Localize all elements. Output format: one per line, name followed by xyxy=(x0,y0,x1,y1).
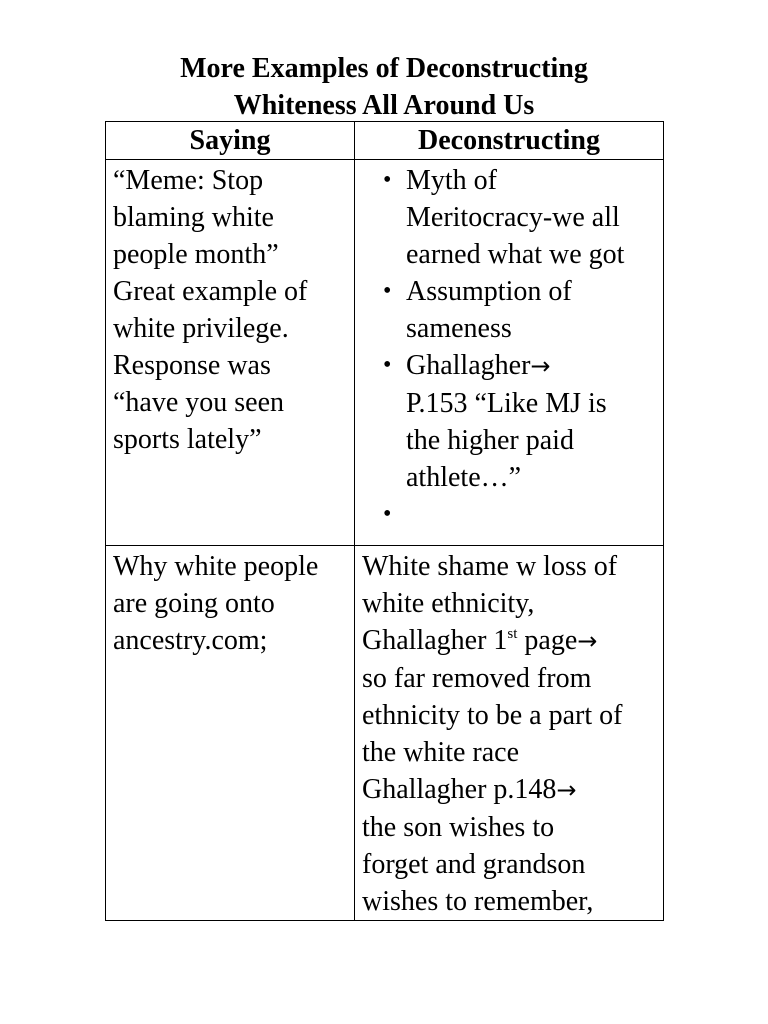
text-line: wishes to remember, xyxy=(362,886,594,917)
text-line: “have you seen xyxy=(113,387,285,418)
text-line: Myth of xyxy=(406,165,497,196)
text-fragment: Ghallagher p.148 xyxy=(362,774,557,805)
text-line xyxy=(406,496,663,533)
table-row xyxy=(106,546,664,921)
saying-cell xyxy=(106,160,355,546)
text-line: sports lately” xyxy=(113,424,262,455)
text-fragment: page xyxy=(517,625,578,656)
text-line: White shame w loss of xyxy=(362,551,618,582)
document-title xyxy=(0,50,768,124)
list-item xyxy=(355,347,663,496)
saying-cell xyxy=(106,546,355,921)
ordinal-suffix: st xyxy=(507,626,518,642)
bullet-icon: • xyxy=(383,278,392,304)
text-line: the higher paid xyxy=(406,425,574,456)
table-row xyxy=(106,160,664,546)
bullet-list xyxy=(355,160,663,533)
text-line: ethnicity to be a part of xyxy=(362,700,623,731)
header-deconstructing: Deconstructing xyxy=(355,122,664,160)
text-line: forget and grandson xyxy=(362,849,586,880)
text-line: athlete…” xyxy=(406,462,522,493)
arrow-right-icon: → xyxy=(577,627,598,655)
text-line: blaming white xyxy=(113,202,274,233)
list-item xyxy=(355,162,663,273)
list-item xyxy=(355,273,663,347)
title-line-2: Whiteness All Around Us xyxy=(233,90,535,121)
deconstructing-cell xyxy=(355,160,664,546)
header-saying: Saying xyxy=(106,122,355,160)
text-line: P.153 “Like MJ is xyxy=(406,388,607,419)
text-line: “Meme: Stop xyxy=(113,165,264,196)
examples-table xyxy=(105,121,664,921)
text-line: Assumption of xyxy=(406,276,572,307)
arrow-right-icon: → xyxy=(530,352,551,380)
text-line: white privilege. xyxy=(113,313,289,344)
text-line: people month” xyxy=(113,239,279,270)
table-header-row xyxy=(106,122,664,160)
text-line: the son wishes to xyxy=(362,812,555,843)
title-line-1: More Examples of Deconstructing xyxy=(180,53,588,84)
text-line: Ghallagher xyxy=(406,350,531,381)
bullet-icon: • xyxy=(383,167,392,193)
text-line: the white race xyxy=(362,737,520,768)
text-line: Why white people xyxy=(113,551,319,582)
text-line: sameness xyxy=(406,313,512,344)
text-line: Great example of xyxy=(113,276,308,307)
text-fragment: Ghallagher 1 xyxy=(362,625,508,656)
text-line: so far removed from xyxy=(362,663,592,694)
text-line: ancestry.com; xyxy=(113,625,268,656)
text-line: are going onto xyxy=(113,588,275,619)
deconstructing-cell xyxy=(355,546,664,921)
text-line: earned what we got xyxy=(406,239,625,270)
bullet-icon: • xyxy=(383,352,392,378)
list-item xyxy=(355,496,663,533)
arrow-right-icon: → xyxy=(556,776,577,804)
bullet-icon: • xyxy=(383,501,392,527)
text-line: Response was xyxy=(113,350,271,381)
text-line: Meritocracy-we all xyxy=(406,202,620,233)
text-line: white ethnicity, xyxy=(362,588,535,619)
